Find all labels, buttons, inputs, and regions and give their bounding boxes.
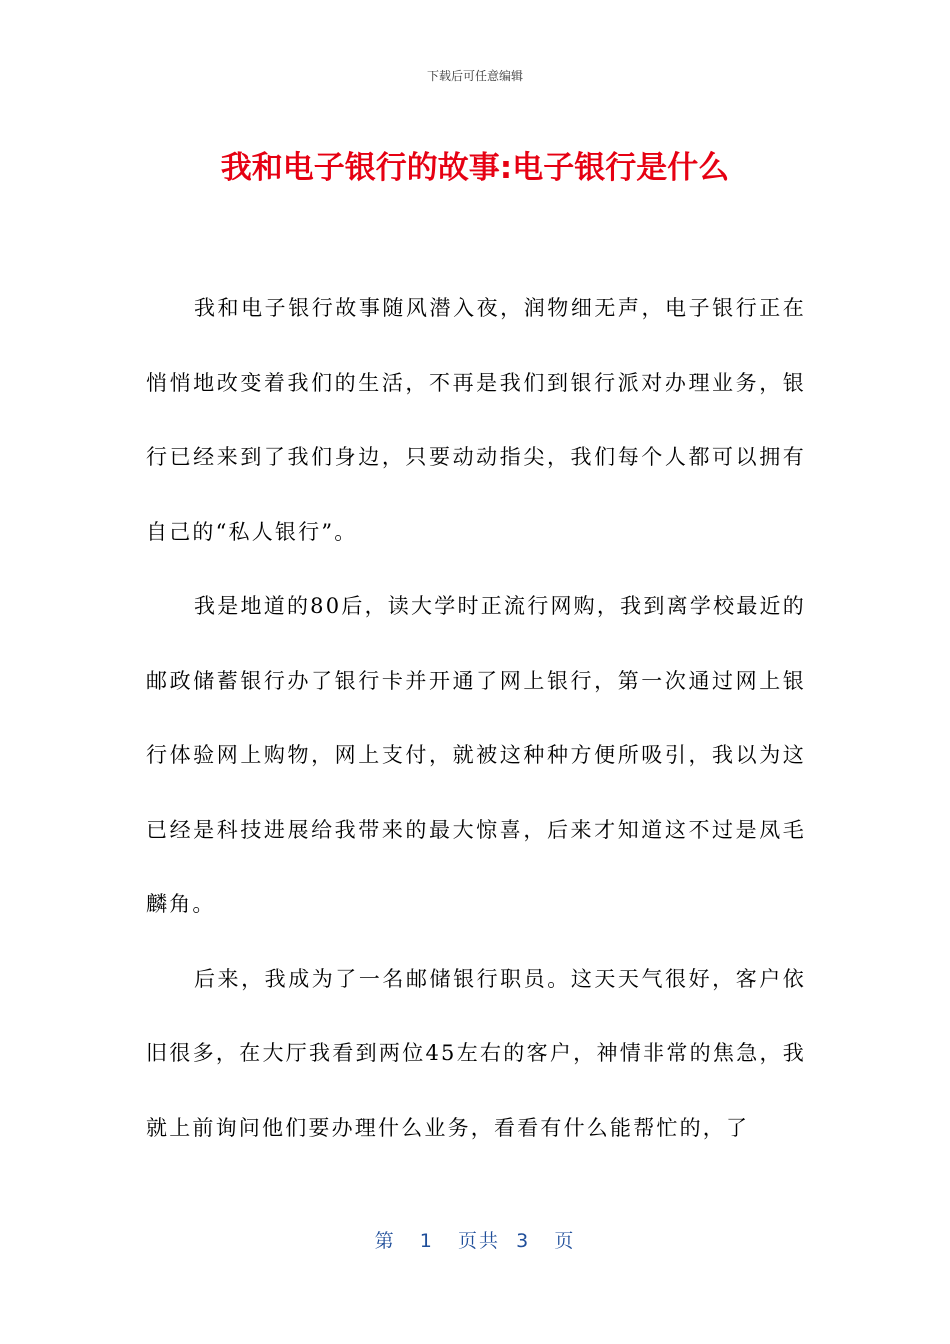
paragraph-1: 我和电子银行故事随风潜入夜，润物细无声，电子银行正在悄悄地改变着我们的生活，不再是我们到银行派对办理业务，银行已经来到了我们身边，只要动动指尖，我们每个人都可以拥有自己的“私人银行”。: [146, 296, 806, 544]
header-note: 下载后可任意编辑: [426, 69, 523, 83]
page-label-mid: 页共: [458, 1230, 501, 1252]
document-title: 我和电子银行的故事:电子银行是什么: [220, 150, 730, 186]
paragraph-3: 后来，我成为了一名邮储银行职员。这天天气很好，客户依旧很多，在大厅我看到两位45左右的客户，神情非常的焦急，我就上前询问他们要办理什么业务，看看有什么能帮忙的，了: [146, 966, 806, 1140]
page-footer: [0, 1226, 950, 1253]
total-pages-number: 3: [516, 1230, 531, 1252]
page-label-suffix: 页: [554, 1230, 576, 1252]
document-body: [146, 271, 806, 1165]
current-page-number: 1: [419, 1230, 434, 1252]
page-label-prefix: 第: [374, 1230, 396, 1252]
paragraph-2: 我是地道的80后，读大学时正流行网购，我到离学校最近的邮政储蓄银行办了银行卡并开通了网上银行，第一次通过网上银行体验网上购物，网上支付，就被这种种方便所吸引，我以为这已经是科技进展给我带来的最大惊喜，后来才知道这不过是凤毛麟角。: [146, 594, 806, 916]
